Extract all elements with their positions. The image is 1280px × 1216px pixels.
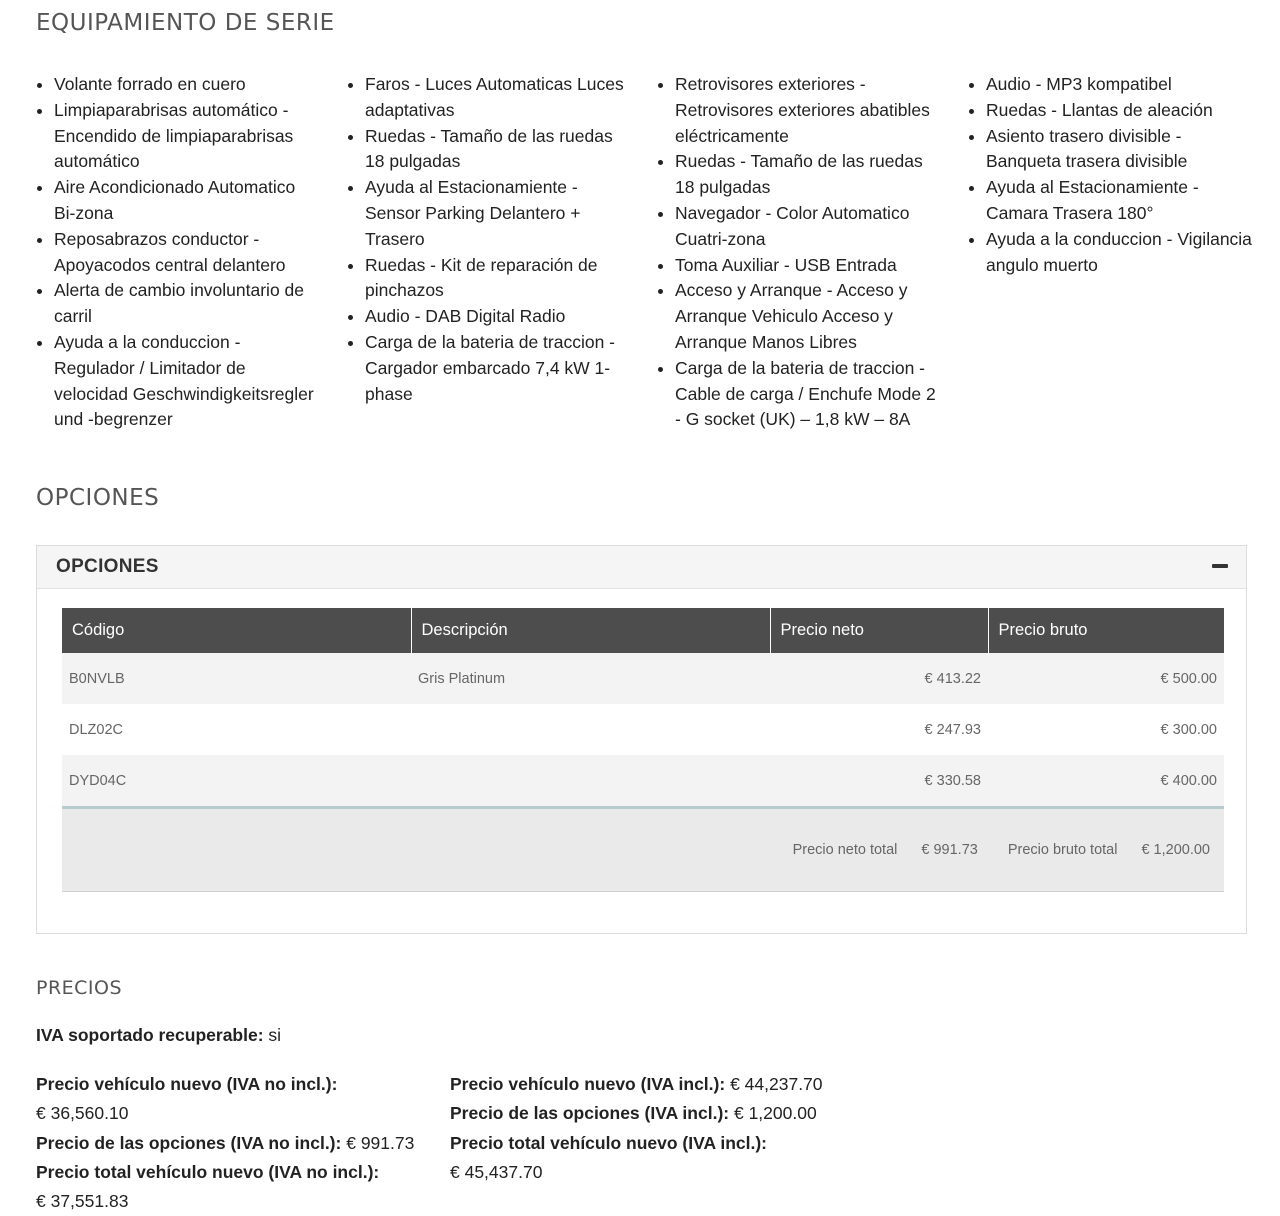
header-descripcion[interactable]: Descripción <box>411 608 770 653</box>
equipment-item: • Carga de la bateria de traccion - Cargador embarcado 7,4 kW 1-phase <box>365 330 632 407</box>
price-item <box>450 1129 870 1188</box>
price-value: € 1,200.00 <box>733 1103 817 1124</box>
equipment-item: • Ruedas - Tamaño de las ruedas 18 pulgadas <box>365 124 632 176</box>
cell-descripcion: Gris Platinum <box>411 653 770 704</box>
equipment-item: • Ayuda a la conduccion - Vigilancia angulo muerto <box>986 227 1253 279</box>
precios-title: PRECIOS <box>36 977 123 999</box>
gross-total-value: € 1,200.00 <box>1141 842 1210 858</box>
totals-row <box>62 808 1224 892</box>
gross-total-label: Precio bruto total <box>1007 842 1118 858</box>
cell-precio-neto: € 247.93 <box>770 704 988 755</box>
price-value: € 45,437.70 <box>450 1161 543 1182</box>
iva-recuperable <box>36 1025 281 1046</box>
equipment-item: • Asiento trasero divisible - Banqueta trasera divisible <box>986 124 1253 176</box>
equipment-item: • Reposabrazos conductor - Apoyacodos central delantero <box>54 227 321 279</box>
equipment-list <box>657 72 942 433</box>
net-total-label: Precio neto total <box>792 842 898 858</box>
cell-descripcion <box>411 704 770 755</box>
cell-precio-neto: € 413.22 <box>770 653 988 704</box>
options-table-header-row <box>62 608 1224 653</box>
equipment-item: • Alerta de cambio involuntario de carril <box>54 278 321 330</box>
cell-codigo: DLZ02C <box>62 704 411 755</box>
price-label: Precio de las opciones (IVA no incl.): <box>36 1132 342 1153</box>
price-item <box>450 1070 870 1099</box>
equipment-list <box>36 72 321 433</box>
price-item <box>36 1070 436 1129</box>
price-label: Precio vehículo nuevo (IVA incl.): <box>450 1074 726 1094</box>
cell-precio-bruto: € 400.00 <box>988 755 1224 808</box>
equipment-item: • Ruedas - Tamaño de las ruedas 18 pulgadas <box>675 149 942 201</box>
equipment-item: • Toma Auxiliar - USB Entrada <box>675 253 942 279</box>
cell-precio-bruto: € 300.00 <box>988 704 1224 755</box>
equipment-item: • Audio - DAB Digital Radio <box>365 304 632 330</box>
price-value: € 991.73 <box>346 1132 415 1153</box>
equipment-item: • Ruedas - Kit de reparación de pinchazos <box>365 253 632 305</box>
totals-summary <box>62 842 1224 858</box>
price-value: € 37,551.83 <box>36 1191 129 1212</box>
equipment-item: • Ruedas - Llantas de aleación <box>986 98 1253 124</box>
collapse-minus-icon[interactable] <box>1212 564 1228 568</box>
prices-right-column <box>450 1070 870 1187</box>
price-item <box>36 1158 436 1216</box>
cell-codigo: DYD04C <box>62 755 411 808</box>
iva-label: IVA soportado recuperable: <box>36 1025 264 1045</box>
equipment-item: • Volante forrado en cuero <box>54 72 321 98</box>
net-total-value: € 991.73 <box>921 842 978 858</box>
equipment-item: • Faros - Luces Automaticas Luces adaptativas <box>365 72 632 124</box>
header-codigo[interactable]: Código <box>62 608 411 653</box>
opciones-title: OPCIONES <box>36 485 160 511</box>
equipment-item: • Ayuda al Estacionamiente - Camara Trasera 180° <box>986 175 1253 227</box>
cell-descripcion <box>411 755 770 808</box>
equipment-item: • Audio - MP3 kompatibel <box>986 72 1253 98</box>
price-label: Precio de las opciones (IVA incl.): <box>450 1103 730 1124</box>
equipment-item: • Ayuda a la conduccion - Regulador / Limitador de velocidad Geschwindigkeitsregler und -begrenzer <box>54 330 321 433</box>
price-label: Precio total vehículo nuevo (IVA incl.): <box>450 1132 767 1153</box>
cell-precio-neto: € 330.58 <box>770 755 988 808</box>
equipment-list <box>968 72 1253 278</box>
price-value: € 36,560.10 <box>36 1103 129 1124</box>
equipment-column-1 <box>36 72 321 433</box>
options-panel-title: OPCIONES <box>56 556 159 577</box>
header-precio-neto[interactable]: Precio neto <box>770 608 988 653</box>
iva-value: si <box>268 1025 282 1045</box>
table-row <box>62 755 1224 808</box>
equipment-column-3 <box>657 72 942 433</box>
equipment-item: • Retrovisores exteriores - Retrovisores exteriores abatibles eléctricamente <box>675 72 942 149</box>
price-item <box>36 1129 436 1158</box>
equipment-item: • Ayuda al Estacionamiente - Sensor Parking Delantero + Trasero <box>365 175 632 252</box>
equipment-item: • Aire Acondicionado Automatico Bi-zona <box>54 175 321 227</box>
equipment-item: • Navegador - Color Automatico Cuatri-zona <box>675 201 942 253</box>
prices-left-column <box>36 1070 436 1216</box>
options-table <box>62 608 1224 892</box>
equipment-column-2 <box>347 72 632 407</box>
price-label: Precio vehículo nuevo (IVA no incl.): <box>36 1074 338 1094</box>
equipment-item: • Carga de la bateria de traccion - Cable de carga / Enchufe Mode 2 - G socket (UK) – 1,8 kW – 8A <box>675 356 942 433</box>
equipamiento-title: EQUIPAMIENTO DE SERIE <box>36 10 335 36</box>
options-panel <box>36 545 1247 934</box>
price-value: € 44,237.70 <box>730 1074 823 1094</box>
table-row <box>62 704 1224 755</box>
header-precio-bruto[interactable]: Precio bruto <box>988 608 1224 653</box>
price-label: Precio total vehículo nuevo (IVA no incl.): <box>36 1161 380 1182</box>
cell-codigo: B0NVLB <box>62 653 411 704</box>
price-item <box>450 1099 870 1128</box>
cell-precio-bruto: € 500.00 <box>988 653 1224 704</box>
equipment-list <box>347 72 632 407</box>
options-panel-header[interactable] <box>37 546 1246 589</box>
table-row <box>62 653 1224 704</box>
equipment-item: • Acceso y Arranque - Acceso y Arranque Vehiculo Acceso y Arranque Manos Libres <box>675 278 942 355</box>
equipment-column-4 <box>968 72 1253 278</box>
equipment-item: • Limpiaparabrisas automático - Encendido de limpiaparabrisas automático <box>54 98 321 175</box>
